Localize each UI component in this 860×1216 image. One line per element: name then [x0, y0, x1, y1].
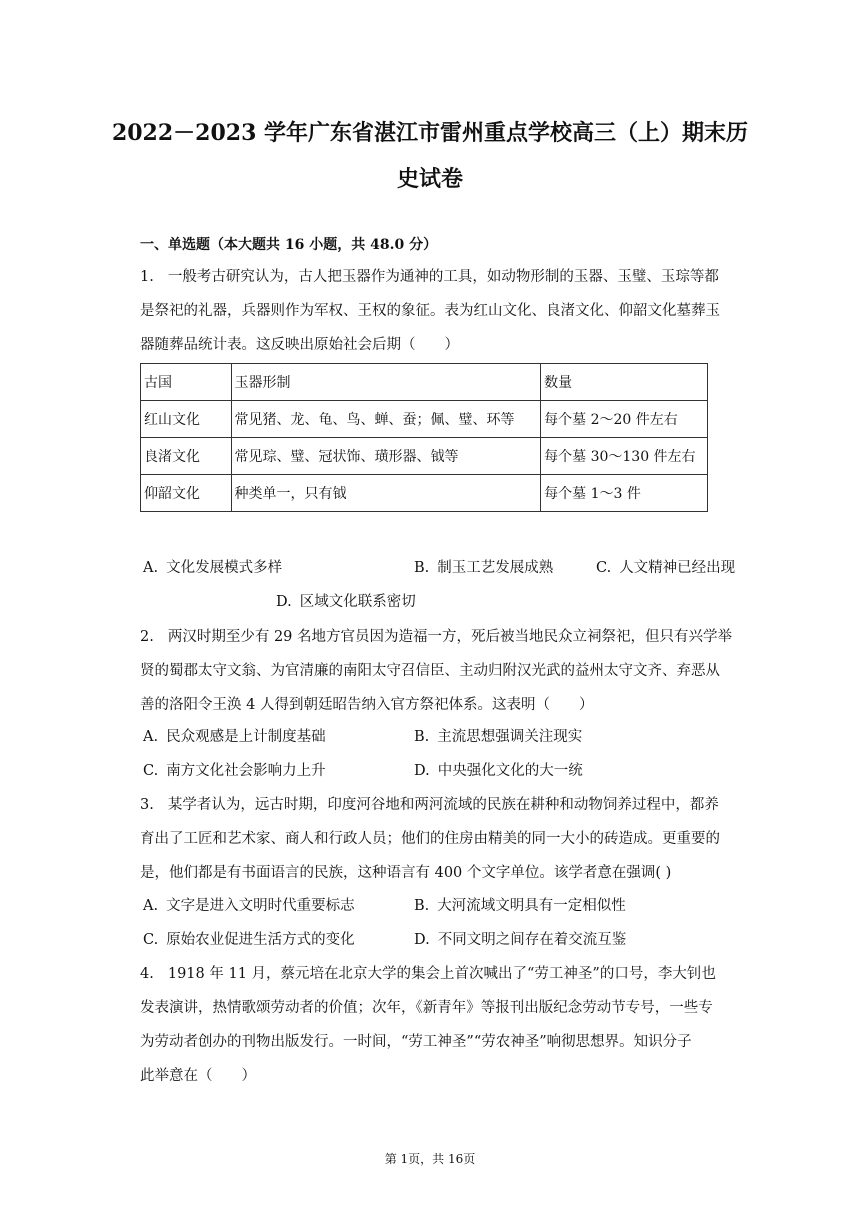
question-1: [140, 260, 730, 362]
question-4: [140, 957, 730, 1093]
table-row: [141, 475, 708, 512]
q3-option-c[interactable]: C. 原始农业促进生活方式的变化: [143, 932, 355, 948]
page-footer: 第 1页，共 16页: [384, 1152, 476, 1166]
q4-number: 4.: [140, 966, 154, 982]
q1-option-d[interactable]: D. 区域文化联系密切: [276, 594, 416, 610]
question-3: [140, 788, 730, 890]
q1-line-3: 器随葬品统计表。这反映出原始社会后期（ ）: [140, 337, 459, 353]
q1-option-c[interactable]: C. 人文精神已经出现: [596, 560, 736, 576]
q1-number: 1.: [140, 269, 154, 285]
table-header-cell: 数量: [541, 364, 708, 401]
q4-line-1: 4. 1918 年 11 月，蔡元培在北京大学的集会上首次喊出了“劳工神圣”的口号，李大钊也: [140, 966, 716, 982]
table-header-cell: 古国: [141, 364, 232, 401]
exam-title: [100, 110, 760, 202]
q2-line-3: 善的洛阳令王涣 4 人得到朝廷昭告纳入官方祭祀体系。这表明（ ）: [140, 697, 594, 713]
table-cell: 常见琮、璧、冠状饰、璜形器、钺等: [231, 438, 541, 475]
q2-option-d[interactable]: D. 中央强化文化的大一统: [414, 763, 583, 779]
q2-number: 2.: [140, 629, 154, 645]
q2-option-a[interactable]: A. 民众观感是上计制度基础: [143, 729, 326, 745]
table-cell: 每个墓 30～130 件左右: [541, 438, 708, 475]
table-cell: 每个墓 1～3 件: [541, 475, 708, 512]
table-cell: 良渚文化: [141, 438, 232, 475]
q1-line-2: 是祭祀的礼器，兵器则作为军权、王权的象征。表为红山文化、良渚文化、仰韶文化墓葬玉: [140, 303, 720, 319]
q1-option-a[interactable]: A. 文化发展模式多样: [143, 560, 283, 576]
table-header-row: [141, 364, 708, 401]
table-cell: 每个墓 2～20 件左右: [541, 401, 708, 438]
q3-line-1: 3. 某学者认为，远古时期，印度河谷地和两河流域的民族在耕种和动物饲养过程中，都养: [140, 797, 719, 813]
q1-option-b[interactable]: B. 制玉工艺发展成熟: [414, 560, 554, 576]
table-row: [141, 438, 708, 475]
table-cell: 仰韶文化: [141, 475, 232, 512]
q4-line-4: 此举意在（ ）: [140, 1068, 256, 1084]
q3-number: 3.: [140, 797, 154, 813]
table-header-cell: 玉器形制: [231, 364, 541, 401]
q1-line-1: 1. 一般考古研究认为，古人把玉器作为通神的工具，如动物形制的玉器、玉璧、玉琮等都: [140, 269, 719, 285]
q3-line-3: 是，他们都是有书面语言的民族，这种语言有 400 个文字单位。该学者意在强调( ): [140, 865, 672, 881]
jade-statistics-table: [140, 363, 708, 512]
q4-line-3: 为劳动者创办的刊物出版发行。一时间，“劳工神圣”“劳农神圣”响彻思想界。知识分子: [140, 1034, 692, 1050]
section-heading: 一、单选题（本大题共 16 小题，共 48.0 分）: [140, 237, 438, 253]
q2-line-2: 贤的蜀郡太守文翁、为官清廉的南阳太守召信臣、主动归附汉光武的益州太守文齐、弃恶从: [140, 663, 720, 679]
table-cell: 红山文化: [141, 401, 232, 438]
q2-option-c[interactable]: C. 南方文化社会影响力上升: [143, 763, 326, 779]
q4-line-2: 发表演讲，热情歌颂劳动者的价值；次年，《新青年》等报刊出版纪念劳动节专号，一些专: [140, 1000, 713, 1016]
q3-option-d[interactable]: D. 不同文明之间存在着交流互鉴: [414, 932, 627, 948]
table-row: [141, 401, 708, 438]
q3-line-2: 育出了工匠和艺术家、商人和行政人员；他们的住房由精美的同一大小的砖造成。更重要的: [140, 831, 720, 847]
q3-option-b[interactable]: B. 大河流域文明具有一定相似性: [414, 898, 626, 914]
table-cell: 种类单一，只有钺: [231, 475, 541, 512]
question-2: [140, 620, 733, 722]
title-line-2: 史试卷: [396, 166, 463, 192]
q2-line-1: 2. 两汉时期至少有 29 名地方官员因为造福一方，死后被当地民众立祠祭祀，但只有兴学举: [140, 629, 733, 645]
q2-option-b[interactable]: B. 主流思想强调关注现实: [414, 729, 583, 745]
title-line-1: 2022－2023 学年广东省湛江市雷州重点学校高三（上）期末历: [111, 120, 749, 146]
table-cell: 常见猪、龙、龟、鸟、蝉、蚕；佩、璧、环等: [231, 401, 541, 438]
q3-option-a[interactable]: A. 文字是进入文明时代重要标志: [143, 898, 355, 914]
